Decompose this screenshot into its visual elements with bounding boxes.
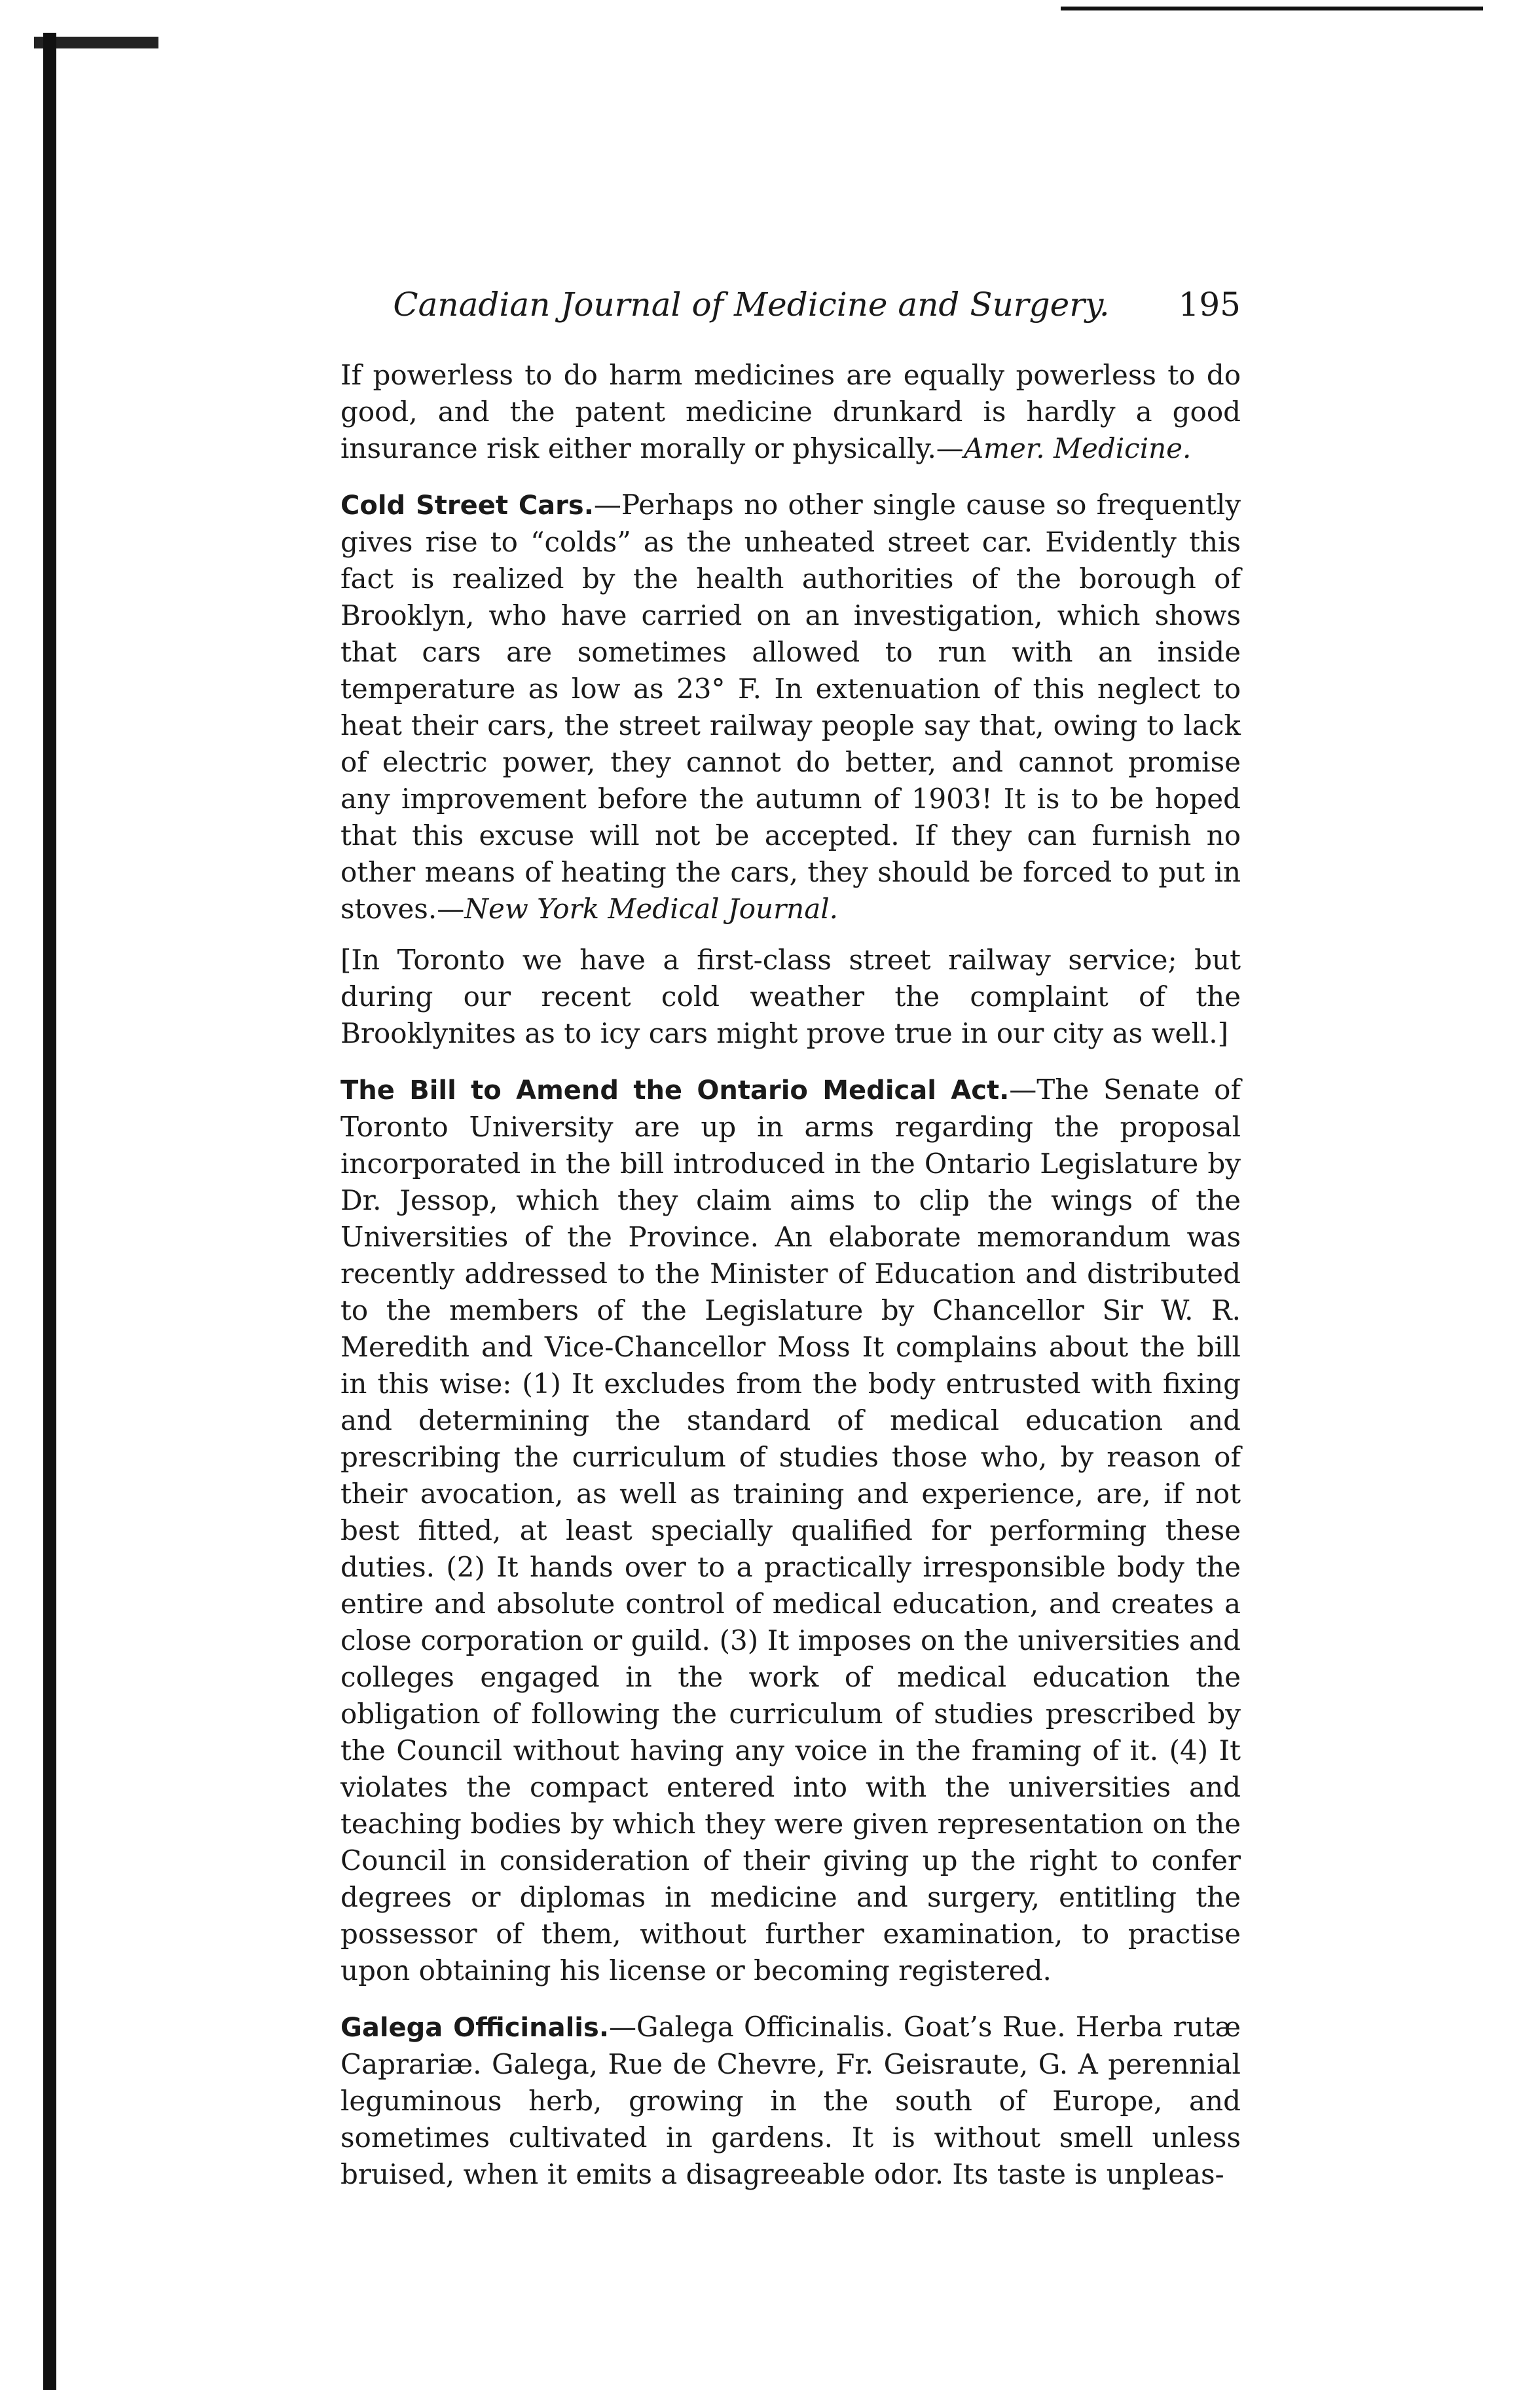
top-rule xyxy=(1061,7,1483,10)
citation-source: Amer. Medicine. xyxy=(963,432,1192,464)
citation-source: New York Medical Journal. xyxy=(464,893,839,925)
paragraph-text: If powerless to do harm medicines are equally powerless to do good, and the patent medicine drunkard is hardly a good insurance risk either morally or physically.— xyxy=(340,359,1241,464)
section-heading: Cold Street Cars. xyxy=(340,491,594,521)
running-title: Canadian Journal of Medicine and Surgery. xyxy=(393,286,1110,324)
section-heading: Galega Officinalis. xyxy=(340,2013,610,2043)
section-galega-officinalis xyxy=(340,2009,1241,2193)
running-header xyxy=(340,278,1241,331)
paragraph-text: —The Senate of Toronto University are up in arms regarding the proposal incorporated in the bill introduced in the Ontario Legislature by Dr. Jessop, which they claim aims to clip the wings of the Universities of the Province. An elaborate memorandum was recently addressed to the Minister of Education and distributed to the members of the Legislature by Chancellor Sir W. R. Meredith and Vice-Chancellor Moss It complains about the bill in this wise: (1) It excludes from the body entrusted with fixing and determining the standard of medical education and prescribing the curriculum of studies those who, by reason of their avocation, as well as training and experience, are, if not best fitted, at least specially qualified for performing these duties. (2) It hands over to a practically irresponsible body the entire and absolute control of medical education, and creates a close corporation or guild. (3) It imposes on the universities and colleges engaged in the work of medical education the obligation of following the curriculum of studies prescribed by the Council without having any voice in the framing of it. (4) It violates the compact entered into with the universities and teaching bodies by which they were given representation on the Council in consideration of their giving up the right to confer degrees or diplomas in medicine and surgery, entitling the possessor of them, without further examination, to practise upon obtaining his license or becoming registered. xyxy=(340,1074,1241,1987)
section-cold-street-cars xyxy=(340,487,1241,927)
section-ontario-medical-act xyxy=(340,1072,1241,1989)
page-number: 195 xyxy=(1178,286,1241,324)
paragraph-text: —Galega Officinalis. Goat’s Rue. Herba rutæ Caprariæ. Galega, Rue de Chevre, Fr. Geisraute, G. A perennial leguminous herb, growing in the south of Europe, and sometimes cultivated in gardens. It is without smell unless bruised, when it emits a disagreeable odor. Its taste is unpleas- xyxy=(340,2011,1241,2190)
section-heading: The Bill to Amend the Ontario Medical Act. xyxy=(340,1075,1010,1106)
paragraph-text: —Perhaps no other single cause so frequently gives rise to “colds” as the unheated street car. Evidently this fact is realized by the health authorities of the borough of Brooklyn, who have carried on an investigation, which shows that cars are sometimes allowed to run with an inside temperature as low as 23° F. In extenuation of this neglect to heat their cars, the street railway people say that, owing to lack of electric power, they cannot do better, and cannot promise any improvement before the autumn of 1903! It is to be hoped that this excuse will not be accepted. If they can furnish no other means of heating the cars, they should be forced to put in stoves.— xyxy=(340,489,1241,925)
journal-page xyxy=(340,278,1241,2207)
paragraph-patent-medicine xyxy=(340,357,1241,467)
paragraph-toronto-note xyxy=(340,942,1241,1052)
paragraph-text: [In Toronto we have a first-class street railway service; but during our recent cold weather the complaint of the Brooklynites as to icy cars might prove true in our city as well.] xyxy=(340,944,1241,1049)
scan-binding-edge xyxy=(43,33,56,2390)
